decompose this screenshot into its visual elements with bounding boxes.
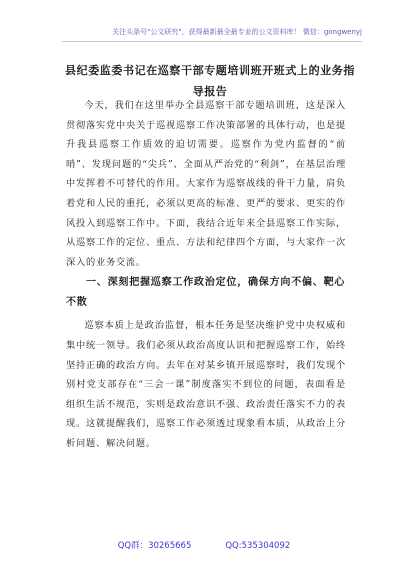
intro-paragraph: 今天，我们在这里举办全县巡察干部专题培训班，这是深入贯彻落实党中央关于巡视巡察工作决策部署的具体行动，也是提升我县巡察工作质效的迫切需要。巡察作为党内监督的“前哨”、发现问题的“尖兵”、全面从严治党的“利剑”，在基层治理中发挥着不可替代的作用。大家作为巡察战线的骨干力量，肩负着党和人民的重托，必须以更高的标准、更严的要求、更实的作风投入到巡察工作中。下面，我结合近年来全县巡察工作实际，从巡察工作的定位、重点、方法和纪律四个方面，与大家作一次深入的业务交流。 [66,100,346,268]
footer-contact [0,539,408,551]
header-banner: 关注头条号"公文研究"，获得最新最全最专业的公文资料库！ 微信：gongwenyj [112,28,362,36]
section-1-paragraph: 巡察本质上是政治监督，根本任务是坚决维护党中央权威和集中统一领导。我们必须从政治高度认识和把握巡察工作，始终坚持正确的政治方向。去年在对某乡镇开展巡察时，我们发现个别村党支部存在“三会一课”制度落实不到位的问题，表面看是组织生活不规范，实则是政治意识不强、政治责任落实不力的表现。这就提醒我们，巡察工作必须透过现象看本质，从政治上分析问题、解决问题。 [66,320,346,449]
qq-group-number: QQ群：30265665 [117,541,192,551]
document-body [66,96,346,454]
document-title: 县纪委监委书记在巡察干部专题培训班开班式上的业务指导报告 [65,64,355,98]
header-divider [62,41,362,42]
qq-number: QQ:535304092 [225,541,291,551]
section-heading-1: 一、深刻把握巡察工作政治定位，确保方向不偏、靶心不散 [66,277,346,309]
